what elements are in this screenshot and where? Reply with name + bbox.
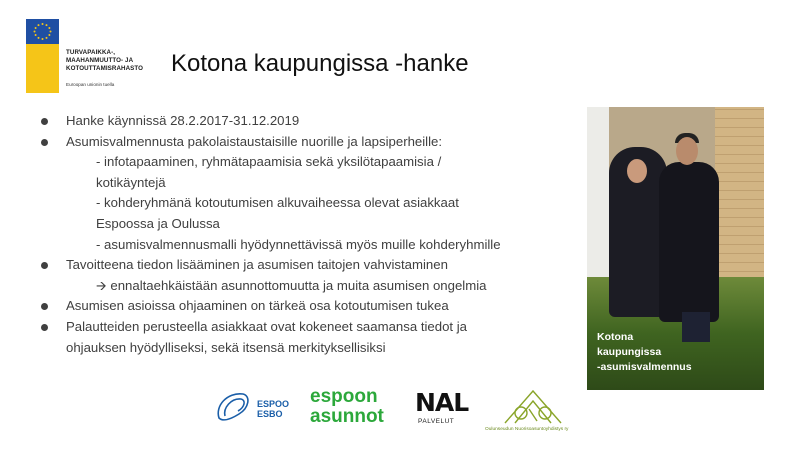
photo-caption: Kotona kaupungissa -asumisvalmennus xyxy=(597,331,692,373)
project-photo xyxy=(587,107,764,390)
bullet-dot-icon xyxy=(41,118,48,125)
bullet-item-continued: ohjauksen hyödylliseksi, sekä itsensä merkityksellisiksi xyxy=(66,339,386,355)
eu-support-text: Euroopan unionin tuella xyxy=(66,82,115,87)
bullet-item: Asumisen asioissa ohjaaminen on tärkeä osa kotoutumisen tukea xyxy=(38,296,578,317)
bullet-dot-icon xyxy=(41,303,48,310)
osna-logo xyxy=(485,387,585,431)
bullet-dot-icon xyxy=(41,324,48,331)
sub-item-continued: kotikäyntejä xyxy=(96,174,166,190)
slide-title: Kotona kaupungissa -hanke xyxy=(171,50,469,77)
espoon-asunnot-logo: espoon asunnot xyxy=(310,386,384,427)
eu-fund-logo xyxy=(26,19,158,93)
arrow-item: 🡪 ennaltaehkäistään asunnottomuutta ja muita asumisen ongelmia xyxy=(96,277,487,293)
nal-subtitle: PALVELUT xyxy=(418,418,455,425)
nal-logo: NAL xyxy=(415,388,469,417)
eu-yellow-bar xyxy=(26,44,59,93)
bullet-item: Palautteiden perusteella asiakkaat ovat kokeneet saamansa tiedot ja xyxy=(38,317,578,338)
osna-subtitle: Oulunseudun Nuorisoasuntoyhdistys ry xyxy=(485,427,569,432)
bullet-item: Asumisvalmennusta pakolaistaustaisille nuorille ja lapsiperheille: xyxy=(38,132,578,153)
bullet-dot-icon xyxy=(41,139,48,146)
eu-fund-name: TURVAPAIKKA-, MAAHANMUUTTO- JA KOTOUTTAMISRAHASTO xyxy=(66,49,144,72)
sub-item: - kohderyhmänä kotoutumisen alkuvaiheessa olevat asiakkaat xyxy=(96,195,459,211)
espoo-logo: ESPOO ESBO xyxy=(213,388,293,428)
sub-item: - infotapaaminen, ryhmätapaamisia sekä yksilötapaamisia / xyxy=(96,154,442,170)
eu-flag-icon xyxy=(26,19,59,44)
bullet-item: Hanke käynnissä 28.2.2017-31.12.2019 xyxy=(38,111,578,132)
bullet-dot-icon xyxy=(41,262,48,269)
osna-house-icon xyxy=(485,387,585,427)
bullet-item: Tavoitteena tiedon lisääminen ja asumisen taitojen vahvistaminen xyxy=(38,255,578,276)
bullet-list xyxy=(38,111,578,358)
person-man xyxy=(659,162,719,322)
espoo-swirl-icon xyxy=(213,388,257,428)
sub-item-continued: Espoossa ja Oulussa xyxy=(96,215,220,231)
sub-item: - asumisvalmennusmalli hyödynnettävissä myös muille kohderyhmille xyxy=(96,236,501,252)
